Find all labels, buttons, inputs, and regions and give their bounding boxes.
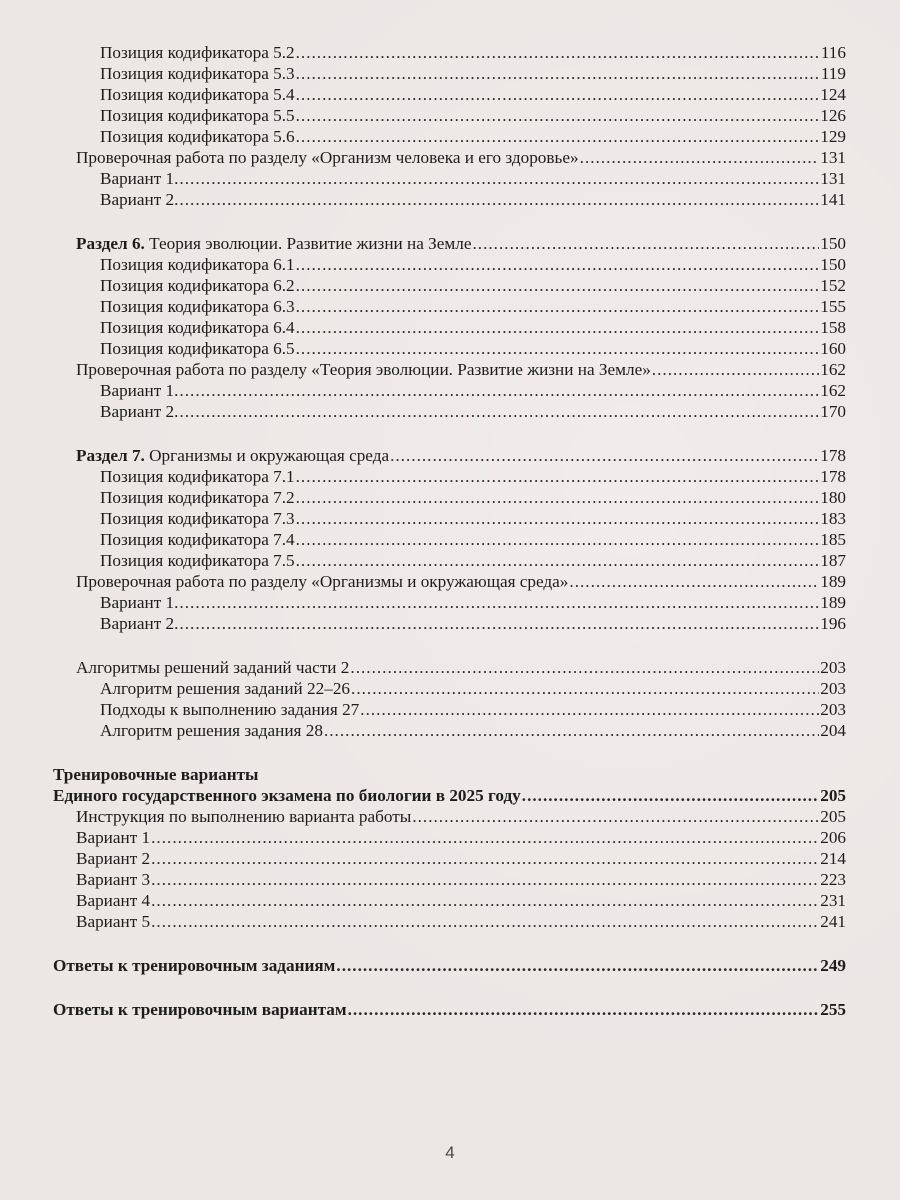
dot-leader <box>151 869 819 890</box>
dot-leader <box>296 529 820 550</box>
toc-entry[interactable] <box>0 63 900 84</box>
toc-entry[interactable] <box>0 189 900 210</box>
toc-entry-page: 116 <box>820 43 846 62</box>
toc-entry-page: 170 <box>820 402 846 421</box>
toc-entry-page: 178 <box>820 467 846 486</box>
spacer <box>0 634 900 657</box>
toc-entry-page: 203 <box>820 700 846 719</box>
toc-entry[interactable] <box>0 254 900 275</box>
dot-leader <box>179 613 819 634</box>
dot-leader <box>296 466 820 487</box>
toc-entry-page: 141 <box>820 190 846 209</box>
toc-entry-title: Позиция кодификатора 7.3 <box>100 509 295 528</box>
toc-entry[interactable] <box>0 827 900 848</box>
toc-entry[interactable] <box>0 380 900 401</box>
toc-entry-title: Позиция кодификатора 5.4 <box>100 85 295 104</box>
toc-entry-title: Алгоритм решения заданий 22–26 <box>100 679 351 698</box>
toc-entry-title: Проверочная работа по разделу «Организмы и окружающая среда» <box>76 572 569 591</box>
dot-leader <box>351 678 819 699</box>
toc-entry[interactable] <box>0 911 900 932</box>
toc-entry-page: 214 <box>820 849 846 868</box>
toc-section-6[interactable] <box>0 233 900 254</box>
toc-entry[interactable] <box>0 168 900 189</box>
toc-entry[interactable] <box>0 699 900 720</box>
dot-leader <box>324 720 819 741</box>
toc-entry-check-work[interactable] <box>0 571 900 592</box>
dot-leader <box>580 147 820 168</box>
toc-entry-title: Позиция кодификатора 6.4 <box>100 318 295 337</box>
page-number: 4 <box>445 1143 455 1162</box>
dot-leader <box>179 592 819 613</box>
spacer <box>0 976 900 999</box>
dot-leader <box>472 233 819 254</box>
dot-leader <box>296 487 820 508</box>
toc-entry-title: Вариант 4 <box>76 891 151 910</box>
toc-section-7[interactable] <box>0 445 900 466</box>
toc-entry[interactable] <box>0 275 900 296</box>
toc-entry-answers-variants[interactable] <box>0 999 900 1020</box>
section-title: Теория эволюции. Развитие жизни на Земле <box>144 234 472 253</box>
toc-entry-page: 150 <box>820 234 846 253</box>
dot-leader <box>296 296 820 317</box>
dot-leader <box>652 359 819 380</box>
toc-entry-page: 249 <box>820 956 846 975</box>
dot-leader <box>179 168 819 189</box>
toc-entry-title: Вариант 2. <box>100 614 179 633</box>
toc-entry[interactable] <box>0 529 900 550</box>
toc-entry-title: Позиция кодификатора 5.6 <box>100 127 295 146</box>
toc-entry-title: Вариант 1. <box>100 593 179 612</box>
toc-entry-page: 185 <box>820 530 846 549</box>
toc-entry-title: Позиция кодификатора 6.1 <box>100 255 295 274</box>
toc-entry[interactable] <box>0 508 900 529</box>
toc-entry-title: Позиция кодификатора 7.5 <box>100 551 295 570</box>
dot-leader <box>296 105 820 126</box>
toc-entry-page: 183 <box>820 509 846 528</box>
dot-leader <box>350 657 819 678</box>
toc-entry[interactable] <box>0 487 900 508</box>
toc-entry-title: Алгоритм решения задания 28 <box>100 721 323 740</box>
toc-entry-title: Ответы к тренировочным вариантам <box>53 1000 347 1019</box>
dot-leader <box>151 848 819 869</box>
toc-entry-title: Инструкция по выполнению варианта работы <box>76 807 412 826</box>
toc-entry-page: 223 <box>820 870 846 889</box>
spacer <box>0 741 900 764</box>
toc-entry-page: 160 <box>820 339 846 358</box>
toc-entry-page: 124 <box>820 85 846 104</box>
toc-entry[interactable] <box>0 84 900 105</box>
dot-leader <box>522 785 819 806</box>
toc-entry[interactable] <box>0 42 900 63</box>
section-label: Раздел 7. <box>76 446 145 465</box>
dot-leader <box>296 84 820 105</box>
toc-entry-page: 180 <box>820 488 846 507</box>
dot-leader <box>569 571 819 592</box>
toc-entry[interactable] <box>0 848 900 869</box>
dot-leader <box>296 63 820 84</box>
toc-entry-title: Вариант 1. <box>100 169 179 188</box>
dot-leader <box>179 401 819 422</box>
dot-leader <box>296 42 820 63</box>
spacer <box>0 422 900 445</box>
toc-entry-page: 203 <box>820 658 846 677</box>
toc-entry-page: 119 <box>820 64 846 83</box>
dot-leader <box>151 890 819 911</box>
dot-leader <box>151 911 819 932</box>
dot-leader <box>296 275 820 296</box>
toc-entry-title <box>76 445 389 466</box>
toc-entry[interactable] <box>0 126 900 147</box>
toc-entry-page: 131 <box>820 169 846 188</box>
toc-entry-title: Ответы к тренировочным заданиям <box>53 956 336 975</box>
section-label: Раздел 6. <box>76 234 145 253</box>
dot-leader <box>296 254 820 275</box>
toc-entry-title: Вариант 3 <box>76 870 151 889</box>
toc-entry-algorithms[interactable] <box>0 657 900 678</box>
toc-entry[interactable] <box>0 890 900 911</box>
toc-entry-page: 155 <box>820 297 846 316</box>
toc-entry-title <box>76 233 471 254</box>
toc-entry-title: Вариант 1. <box>100 381 179 400</box>
toc-entry-page: 203 <box>820 679 846 698</box>
toc-entry-title: Позиция кодификатора 6.2 <box>100 276 295 295</box>
dot-leader <box>348 999 820 1020</box>
toc-entry-page: 150 <box>820 255 846 274</box>
toc-entry-page: 241 <box>820 912 846 931</box>
dot-leader <box>296 508 820 529</box>
toc-entry[interactable] <box>0 401 900 422</box>
toc-entry-title: Вариант 2 <box>76 849 151 868</box>
toc-entry-title: Позиция кодификатора 6.5 <box>100 339 295 358</box>
toc-entry-title: Вариант 5 <box>76 912 151 931</box>
toc-entry-page: 131 <box>820 148 846 167</box>
toc-entry-page: 205 <box>820 807 846 826</box>
toc-entry[interactable] <box>0 296 900 317</box>
toc-entry-title: Позиция кодификатора 5.5 <box>100 106 295 125</box>
toc-entry[interactable] <box>0 550 900 571</box>
toc-entry-title: Позиция кодификатора 7.2 <box>100 488 295 507</box>
toc-entry[interactable] <box>0 720 900 741</box>
toc-entry-title: Позиция кодификатора 7.1 <box>100 467 295 486</box>
toc-entry-title: Позиция кодификатора 5.3 <box>100 64 295 83</box>
dot-leader <box>412 806 819 827</box>
toc-entry[interactable] <box>0 317 900 338</box>
toc-entry-page: 152 <box>820 276 846 295</box>
toc-entry[interactable] <box>0 869 900 890</box>
dot-leader <box>296 550 820 571</box>
toc-entry-title: Вариант 2. <box>100 190 179 209</box>
toc-entry[interactable] <box>0 613 900 634</box>
toc-entry-title: Позиция кодификатора 7.4 <box>100 530 295 549</box>
toc-entry-page: 178 <box>820 446 846 465</box>
toc-entry[interactable] <box>0 592 900 613</box>
toc-entry-answers-tasks[interactable] <box>0 955 900 976</box>
toc-entry-title: Позиция кодификатора 6.3 <box>100 297 295 316</box>
dot-leader <box>151 827 819 848</box>
spacer <box>0 210 900 233</box>
toc-entry-page: 158 <box>820 318 846 337</box>
toc-entry-page: 129 <box>820 127 846 146</box>
toc-entry-title: Вариант 1 <box>76 828 151 847</box>
toc-entry-title: Единого государственного экзамена по биологии в 2025 году <box>53 786 521 805</box>
dot-leader <box>296 317 820 338</box>
table-of-contents <box>0 42 900 1020</box>
toc-entry-page: 162 <box>820 360 846 379</box>
toc-entry-title: Подходы к выполнению задания 27 <box>100 700 360 719</box>
toc-entry[interactable] <box>0 806 900 827</box>
section-title: Организмы и окружающая среда <box>144 446 390 465</box>
toc-entry-check-work[interactable] <box>0 147 900 168</box>
toc-entry-page: 187 <box>820 551 846 570</box>
toc-entry-title: Вариант 2. <box>100 402 179 421</box>
toc-entry-page: 204 <box>820 721 846 740</box>
toc-entry-page: 196 <box>820 614 846 633</box>
toc-entry-page: 189 <box>820 593 846 612</box>
dot-leader <box>336 955 819 976</box>
spacer <box>0 932 900 955</box>
toc-entry[interactable] <box>0 105 900 126</box>
toc-entry[interactable] <box>0 338 900 359</box>
dot-leader <box>360 699 819 720</box>
dot-leader <box>296 338 820 359</box>
dot-leader <box>296 126 820 147</box>
dot-leader <box>179 189 819 210</box>
dot-leader <box>390 445 819 466</box>
toc-entry-title: Позиция кодификатора 5.2 <box>100 43 295 62</box>
toc-heading-training: Тренировочные варианты <box>53 765 259 784</box>
dot-leader <box>179 380 819 401</box>
toc-entry[interactable] <box>0 466 900 487</box>
toc-entry-page: 255 <box>820 1000 846 1019</box>
toc-entry-page: 189 <box>820 572 846 591</box>
toc-entry-title: Проверочная работа по разделу «Организм человека и его здоровье» <box>76 148 579 167</box>
toc-entry-title: Проверочная работа по разделу «Теория эволюции. Развитие жизни на Земле» <box>76 360 651 379</box>
toc-entry-page: 205 <box>820 786 846 805</box>
toc-entry-page: 206 <box>820 828 846 847</box>
toc-entry-page: 231 <box>820 891 846 910</box>
toc-entry-check-work[interactable] <box>0 359 900 380</box>
toc-entry-page: 126 <box>820 106 846 125</box>
toc-entry[interactable] <box>0 678 900 699</box>
toc-entry-page: 162 <box>820 381 846 400</box>
toc-entry-training[interactable] <box>0 785 900 806</box>
toc-entry-title: Алгоритмы решений заданий части 2 <box>76 658 350 677</box>
